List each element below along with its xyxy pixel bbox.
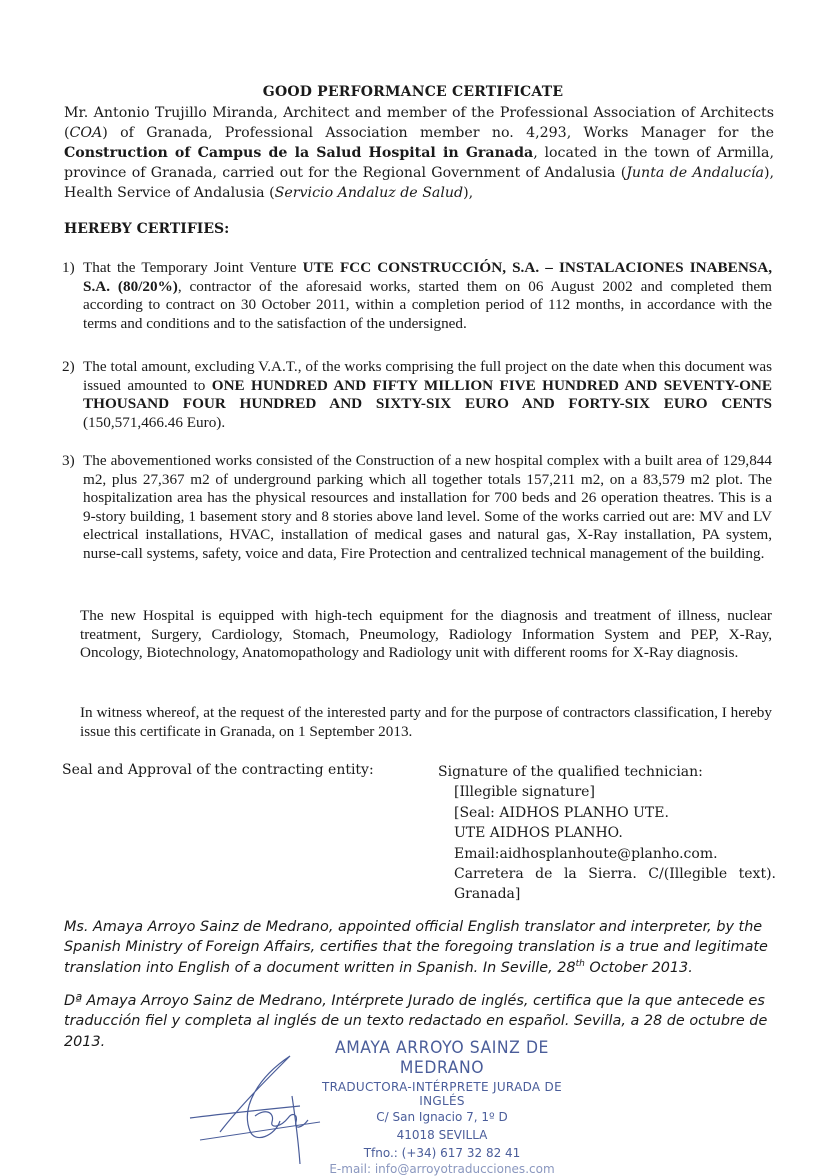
stamp-email: E-mail: info@arroyotraducciones.com — [329, 1162, 555, 1176]
stamp-city: 41018 SEVILLA — [396, 1128, 488, 1142]
signature-line-2: [Seal: AIDHOS PLANHO UTE. — [454, 804, 669, 821]
list-item-3 — [62, 452, 772, 564]
translation-en-sup: th — [575, 958, 585, 969]
list-item-1 — [62, 259, 772, 333]
intro-junta: Junta de Andalucía — [626, 165, 764, 181]
translator-certification-es: Dª Amaya Arroyo Sainz de Medrano, Intérprete Jurado de inglés, certifica que la que antecede es traducción fiel y completa al inglés de un texto redactado en español. Sevilla, a 28 de octubre de 2013. — [64, 993, 768, 1050]
certifies-heading: HEREBY CERTIFIES: — [64, 221, 230, 237]
item2-text-2: (150,571,466.46 Euro). — [83, 413, 226, 431]
stamp-phone: Tfno.: (+34) 617 32 82 41 — [363, 1146, 521, 1160]
signature-line-1: [Illegible signature] — [454, 784, 595, 801]
item-number: 2) — [62, 358, 75, 375]
signature-line-3: UTE AIDHOS PLANHO. — [454, 825, 623, 842]
item2-amount-words: ONE HUNDRED AND FIFTY MILLION FIVE HUNDRED AND SEVENTY-ONE THOUSAND FOUR HUNDRED AND SIXTY-SIX EURO AND FORTY-SIX EURO CENTS — [83, 376, 773, 413]
intro-project-name: Construction of Campus de la Salud Hospital in Granada — [64, 145, 534, 161]
translation-en-text-1: Ms. Amaya Arroyo Sainz de Medrano, appointed official English translator and interpreter, by the Spanish Ministry of Foreign Affairs, certifies that the foregoing translation is a true and legitimate translation into English of a document written in Spanish. In Seville, 28 — [64, 919, 768, 976]
intro-paragraph — [64, 103, 774, 203]
intro-text-1: Mr. Antonio Trujillo Miranda, Architect and member of the Professional Association of Architects ( — [64, 105, 774, 141]
item1-contractor: UTE FCC CONSTRUCCIÓN, S.A. – INSTALACIONES INABENSA, S.A. (80/20%) — [83, 259, 772, 295]
technician-signature-block — [438, 762, 776, 905]
item-number: 3) — [62, 452, 75, 469]
item1-text-2: , contractor of the aforesaid works, started them on 06 August 2002 and completed them according to contract on 30 October 2011, within a completion period of 112 months, in accordance with the terms and conditions and to the satisfaction of the undersigned. — [83, 277, 772, 332]
intro-text-4: ), Health Service of Andalusia ( — [64, 165, 774, 201]
translator-stamp — [302, 1038, 582, 1176]
seal-approval-label: Seal and Approval of the contracting entity: — [62, 762, 374, 778]
item2-text-1: The total amount, excluding V.A.T., of the works comprising the full project on the date when this document was issued amounted to — [83, 358, 772, 394]
intro-text-3: , located in the town of Armilla, province of Granada, carried out for the Regional Government of Andalusia ( — [64, 145, 774, 181]
signature-line-4: Email:aidhosplanhoute@planho.com. — [454, 845, 718, 862]
witness-paragraph: In witness whereof, at the request of the interested party and for the purpose of contractors classification, I hereby issue this certificate in Granada, on 1 September 2013. — [80, 704, 772, 740]
translator-certification-en — [64, 917, 776, 978]
document-title: GOOD PERFORMANCE CERTIFICATE — [262, 84, 564, 100]
item1-text-1: That the Temporary Joint Venture — [83, 259, 303, 276]
intro-text-2: ) of Granada, Professional Association member no. 4,293, Works Manager for the — [102, 125, 774, 141]
item-number: 1) — [62, 259, 75, 276]
intro-coa: COA — [69, 125, 103, 141]
signature-heading: Signature of the qualified technician: — [438, 764, 703, 780]
stamp-role: TRADUCTORA-INTÉRPRETE JURADA DE INGLÉS — [322, 1080, 562, 1108]
signature-line-5: Carretera de la Sierra. C/(Illegible text). Granada] — [454, 866, 776, 903]
stamp-street: C/ San Ignacio 7, 1º D — [376, 1110, 508, 1124]
intro-text-5: ), — [463, 185, 474, 201]
hospital-paragraph: The new Hospital is equipped with high-tech equipment for the diagnosis and treatment of illness, nuclear treatment, Surgery, Cardiology, Stomach, Pneumology, Radiology Information System and PEP, X-Ray, Oncology, Biotechnology, Anatomopathology and Radiology unit with different rooms for X-Ray diagnosis. — [80, 607, 772, 662]
intro-sas: Servicio Andaluz de Salud — [274, 185, 464, 201]
stamp-name: AMAYA ARROYO SAINZ DE MEDRANO — [334, 1038, 549, 1078]
item3-text: The abovementioned works consisted of the Construction of a new hospital complex with a built area of 129,844 m2, plus 27,367 m2 of underground parking which all together totals 157,211 m2, on a 83,579 m2 plot. The hospitalization area has the physical resources and installation for 700 beds and 26 operation theatres. This is a 9-story building, 1 basement story and 8 stories above land level. Some of the works carried out are: MV and LV electrical installations, HVAC, installation of medical gases and natural gas, X-Ray installation, PA system, nurse-call systems, safety, voice and data, Fire Protection and centralized technical management of the building. — [83, 452, 772, 562]
translation-en-text-2: October 2013. — [584, 959, 693, 976]
list-item-2 — [62, 358, 772, 432]
